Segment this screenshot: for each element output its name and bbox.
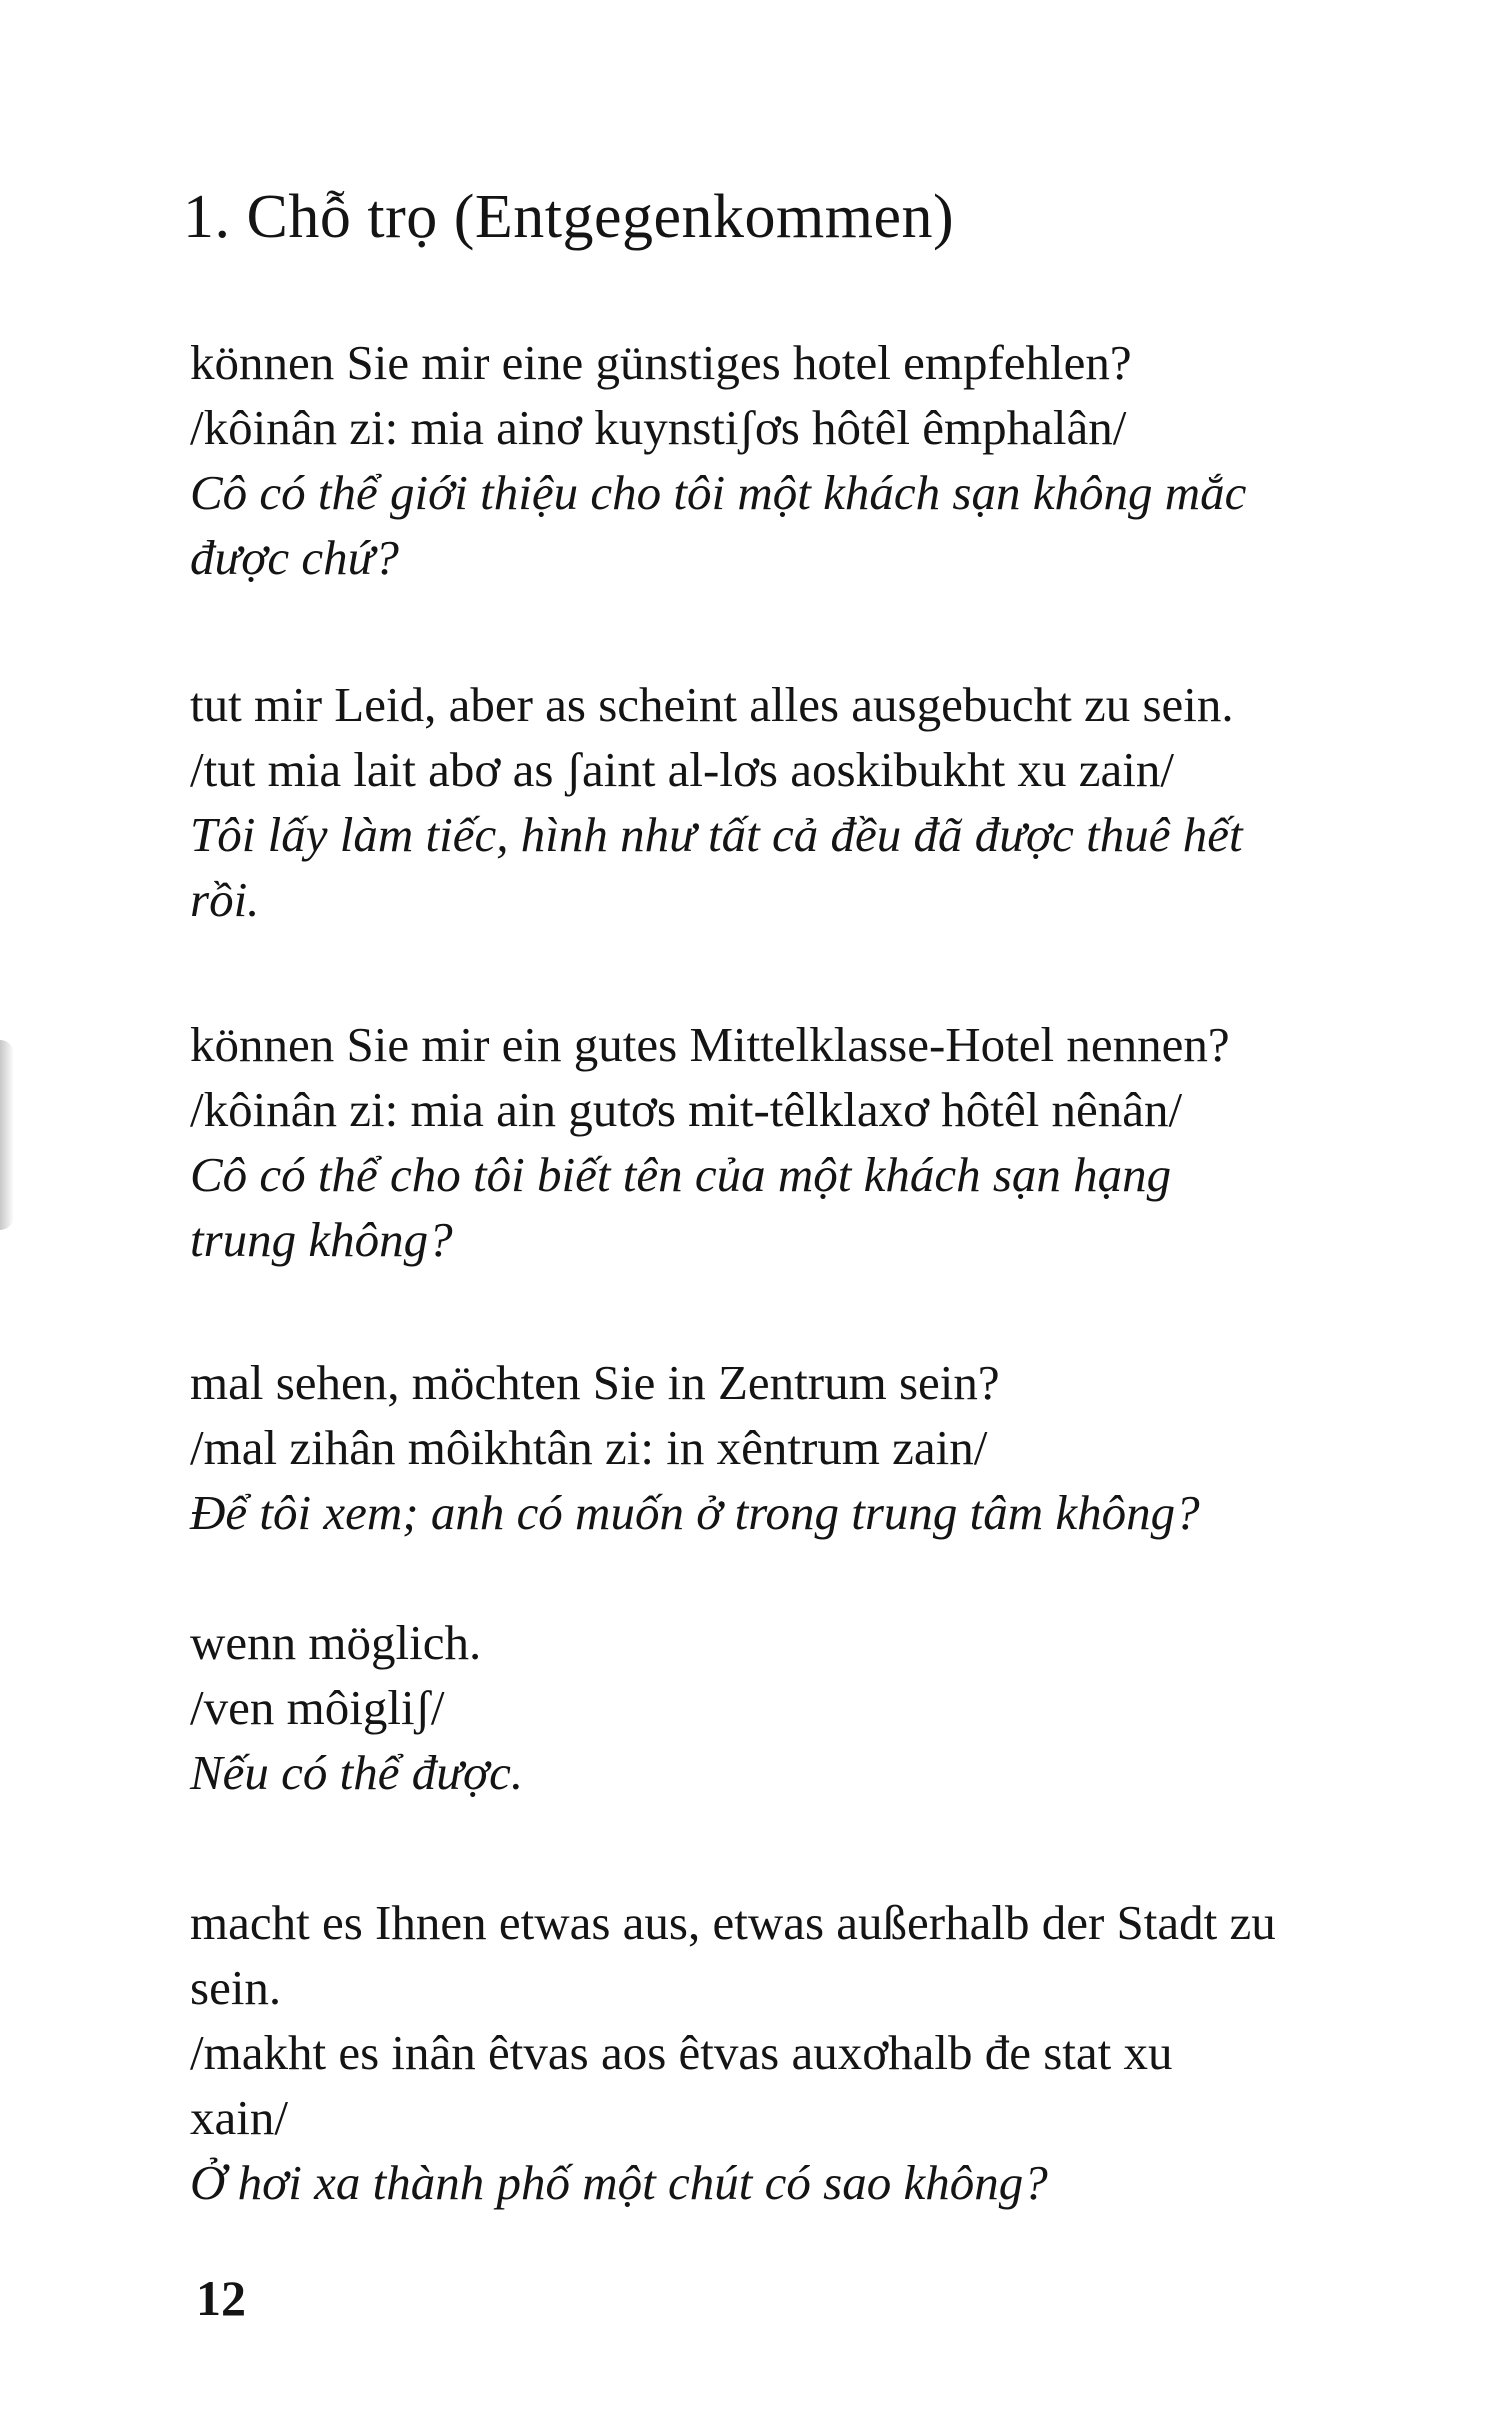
pronunciation-line: /kôinân zi: mia ainơ kuynstiʃơs hôtêl êmphalân/ — [190, 400, 1127, 455]
german-line: mal sehen, möchten Sie in Zentrum sein? — [190, 1355, 1000, 1410]
dialogue-entry-5 — [190, 1610, 1430, 1805]
dialogue-entry-3 — [190, 1012, 1430, 1272]
german-line: sein. — [190, 1960, 282, 2015]
german-line: können Sie mir eine günstiges hotel empfehlen? — [190, 335, 1132, 390]
pronunciation-line: /tut mia lait abơ as ʃaint al-lơs aoskibukht xu zain/ — [190, 742, 1174, 797]
dialogue-entry-1 — [190, 330, 1430, 590]
page-number: 12 — [196, 2270, 246, 2326]
page-edge-shadow — [0, 1040, 14, 1230]
vietnamese-line: Cô có thể cho tôi biết tên của một khách sạn hạng — [190, 1147, 1172, 1202]
section-title: 1. Chỗ trọ (Entgegenkommen) — [183, 183, 955, 251]
pronunciation-line: /makht es inân êtvas aos êtvas auxơhalb đe stat xu — [190, 2025, 1173, 2080]
vietnamese-line: được chứ? — [190, 530, 399, 585]
dialogue-entry-2 — [190, 672, 1430, 932]
dialogue-entry-4 — [190, 1350, 1430, 1545]
vietnamese-line: trung không? — [190, 1212, 453, 1267]
german-line: macht es Ihnen etwas aus, etwas außerhalb der Stadt zu — [190, 1895, 1276, 1950]
german-line: wenn möglich. — [190, 1615, 482, 1670]
vietnamese-line: Nếu có thể được. — [190, 1745, 524, 1800]
vietnamese-line: Tôi lấy làm tiếc, hình như tất cả đều đã được thuê hết — [190, 807, 1243, 862]
vietnamese-line: rồi. — [190, 872, 260, 927]
german-line: tut mir Leid, aber as scheint alles ausgebucht zu sein. — [190, 677, 1234, 732]
pronunciation-line: /kôinân zi: mia ain gutơs mit-têlklaxơ hôtêl nênân/ — [190, 1082, 1183, 1137]
dialogue-entry-6 — [190, 1890, 1430, 2215]
vietnamese-line: Ở hơi xa thành phố một chút có sao không? — [190, 2155, 1048, 2210]
vietnamese-line: Cô có thể giới thiệu cho tôi một khách sạn không mắc — [190, 465, 1247, 520]
pronunciation-line: xain/ — [190, 2090, 288, 2145]
vietnamese-line: Để tôi xem; anh có muốn ở trong trung tâm không? — [190, 1485, 1200, 1540]
pronunciation-line: /mal zihân môikhtân zi: in xêntrum zain/ — [190, 1420, 988, 1475]
german-line: können Sie mir ein gutes Mittelklasse-Hotel nennen? — [190, 1017, 1230, 1072]
pronunciation-line: /ven môigliʃ/ — [190, 1680, 445, 1735]
